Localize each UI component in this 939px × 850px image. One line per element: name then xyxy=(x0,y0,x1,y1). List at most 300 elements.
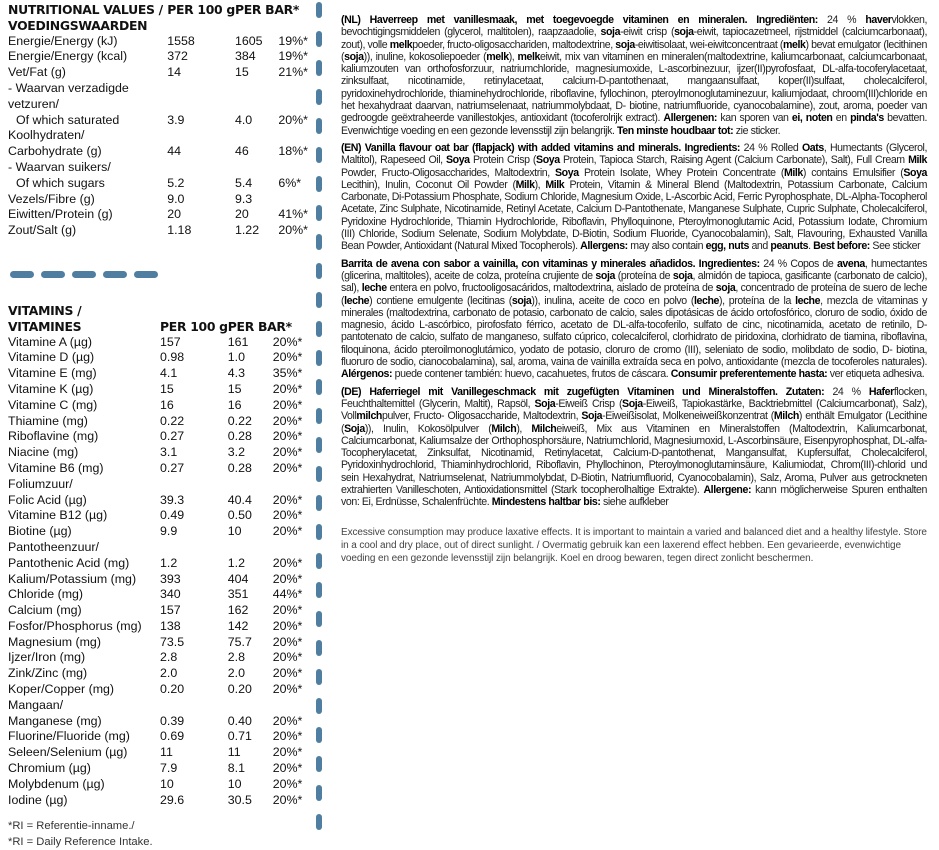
ingredient-text: Lecithin), Inulin, Coconut Oil Powder ( xyxy=(341,178,516,191)
table-row xyxy=(8,429,302,445)
ingredient-text: 24 % Copos de xyxy=(759,257,837,270)
ingredient-text: -eiwitisolaat, wei-eiwitconcentraat ( xyxy=(634,38,783,51)
ingredient-emphasis: ei, noten xyxy=(791,112,833,125)
divider-dash xyxy=(316,60,322,76)
separator-dash xyxy=(134,271,158,278)
row-perbar: 351 xyxy=(227,587,249,602)
row-perbar: 0.28 xyxy=(227,460,252,475)
row-ri: 44%* xyxy=(272,587,303,602)
table-row xyxy=(8,729,302,745)
ingredient-text: 24 % xyxy=(817,14,866,26)
ingredient-emphasis: Allergenen: xyxy=(663,112,717,125)
row-perbar: 1.2 xyxy=(227,555,245,570)
ingredients-es xyxy=(341,258,927,381)
row-perbar: 11 xyxy=(227,745,241,760)
row-perbar: 10 xyxy=(227,776,242,791)
row-per100: 14 xyxy=(167,65,182,80)
table-row xyxy=(8,207,308,223)
ingredient-emphasis: Milk xyxy=(545,178,565,191)
row-label: Manganese (mg) xyxy=(8,713,102,728)
row-perbar: 16 xyxy=(227,397,242,412)
row-ri: 20%* xyxy=(272,682,303,697)
ingredient-emphasis: Soya xyxy=(555,166,579,179)
row-per100: 3.9 xyxy=(167,112,185,127)
ingredient-text: )), Inulin, Kokosölpulver ( xyxy=(364,422,492,435)
row-per100: 29.6 xyxy=(160,792,185,807)
divider-dash xyxy=(316,524,322,540)
row-perbar xyxy=(228,477,273,493)
row-perbar xyxy=(235,97,278,113)
ingredient-emphasis: haver xyxy=(865,14,892,26)
row-per100: 0.98 xyxy=(160,350,185,365)
divider-dash xyxy=(316,234,322,250)
row-per100: 44 xyxy=(167,144,182,159)
row-perbar: 3.2 xyxy=(227,445,245,460)
ingredient-emphasis: Milch xyxy=(773,410,799,423)
ingredient-emphasis: soja xyxy=(600,26,621,39)
row-perbar: 0.22 xyxy=(227,413,252,428)
ingredient-emphasis: Ten minste houdbaar tot: xyxy=(617,124,734,137)
ingredient-text: , almidón de tapioca, gasificante (carbonato de calcio), sal), xyxy=(341,269,927,295)
ingredient-text: -Eiweiß Crisp ( xyxy=(555,397,623,410)
ingredient-emphasis: melk xyxy=(783,38,806,51)
row-ri: 20%* xyxy=(272,729,303,744)
row-label: Vitamine D (µg) xyxy=(8,350,95,365)
ingredient-text: zie sticker. xyxy=(733,124,781,137)
row-ri: 19%* xyxy=(278,33,308,48)
row-ri: 20%* xyxy=(272,508,303,523)
vitamins-header-row xyxy=(8,303,302,335)
row-perbar: 0.20 xyxy=(227,682,252,697)
divider-dash xyxy=(316,495,322,511)
row-perbar: 5.4 xyxy=(234,175,253,190)
row-ri: 20%* xyxy=(272,603,303,618)
row-per100: 0.20 xyxy=(160,682,185,697)
row-per100: 16 xyxy=(160,397,174,412)
row-ri: 19%* xyxy=(278,49,308,64)
ingredient-text: ) contiene emulgente (lecitinas ( xyxy=(369,294,512,307)
row-label: Eiwitten/Protein (g) xyxy=(8,207,113,222)
row-perbar: 75.7 xyxy=(227,634,252,649)
table-row xyxy=(8,335,302,351)
vit-col-per100-header: PER 100 g xyxy=(160,318,228,334)
table-row xyxy=(8,793,302,809)
table-row xyxy=(8,650,302,666)
divider-dash xyxy=(316,89,322,105)
table-row xyxy=(8,493,302,509)
row-per100: 20 xyxy=(167,207,182,222)
row-ri: 20%* xyxy=(272,445,303,460)
table-row xyxy=(8,540,302,556)
ingredient-emphasis: Soja xyxy=(344,422,365,435)
ingredient-text: vlokken, bevochtigingsmiddelen (glycerol, maltitolen), raapzaadolie, xyxy=(341,14,928,39)
table-row xyxy=(8,176,308,192)
ingredient-emphasis: (EN) Vanilla flavour oat bar (flapjack) with added vitamins and minerals. Ingredients: xyxy=(341,141,741,154)
row-perbar xyxy=(228,698,273,714)
row-label: Riboflavine (mg) xyxy=(8,429,99,444)
table-row xyxy=(8,414,302,430)
row-per100: 0.27 xyxy=(160,429,185,444)
row-label: Energie/Energy (kJ) xyxy=(8,33,118,48)
ingredient-emphasis: peanuts xyxy=(770,240,809,253)
ingredient-text: Powder, Fructo-Oligosaccharides, Maltodextrin, xyxy=(341,166,556,179)
row-label: Pantothenic Acid (mg) xyxy=(8,555,130,570)
table-row xyxy=(8,49,308,65)
row-label: Vet/Fat (g) xyxy=(8,65,66,80)
row-per100 xyxy=(167,97,235,113)
row-per100 xyxy=(160,698,228,714)
ingredient-text: Protein Crisp ( xyxy=(469,154,537,167)
row-label: Iodine (µg) xyxy=(8,792,68,807)
divider-dash xyxy=(316,785,322,801)
row-per100: 393 xyxy=(160,571,181,586)
table-row xyxy=(8,666,302,682)
table-row xyxy=(8,477,302,493)
row-label: Thiamine (mg) xyxy=(8,413,88,428)
row-ri: 20%* xyxy=(272,397,303,412)
row-ri: 20%* xyxy=(272,618,303,633)
row-label: Magnesium (mg) xyxy=(8,634,101,649)
row-ri xyxy=(278,160,308,176)
row-label: Ijzer/Iron (mg) xyxy=(8,650,86,665)
divider-dash xyxy=(316,263,322,279)
ingredient-text: -Eiweißisolat, Molkeneiweißkonzentrat ( xyxy=(602,410,774,423)
table-row xyxy=(8,223,308,239)
row-perbar xyxy=(235,160,278,176)
row-ri xyxy=(278,192,308,208)
row-label: Mangaan/ xyxy=(8,697,64,712)
ingredient-text: pulver, Fructo- Oligosaccharide, Maltodextrin, xyxy=(381,410,582,423)
table-row xyxy=(8,81,308,97)
ingredient-text: puede contener también: huevo, cacahuetes, frutos de cáscara. xyxy=(392,368,671,381)
nutrition-header-row xyxy=(8,2,308,34)
ingredient-text: , Humectants (Glycerol, Maltitol), Rapeseed Oil, xyxy=(341,141,927,167)
ingredient-text: siehe aufkleber xyxy=(600,496,669,509)
row-ri: 20%* xyxy=(272,666,303,681)
row-per100: 39.3 xyxy=(160,492,185,507)
row-perbar: 0.71 xyxy=(227,729,252,744)
row-per100 xyxy=(160,477,228,493)
row-ri: 41%* xyxy=(278,207,308,222)
row-label: Fluorine/Fluoride (mg) xyxy=(8,729,130,744)
divider-dash xyxy=(316,582,322,598)
divider-dash xyxy=(316,756,322,772)
row-ri: 20%* xyxy=(272,761,303,776)
row-perbar: 15 xyxy=(234,65,249,80)
row-ri: 20%* xyxy=(272,350,303,365)
row-per100: 0.69 xyxy=(160,729,185,744)
ingredient-emphasis: Soja xyxy=(622,397,643,410)
row-perbar: 8.1 xyxy=(227,761,245,776)
row-label: Fosfor/Phosphorus (mg) xyxy=(8,618,142,633)
ingredient-text: ), xyxy=(516,422,532,435)
table-row xyxy=(8,761,302,777)
ingredient-text: and xyxy=(748,240,771,253)
divider-dash xyxy=(316,321,322,337)
row-label: Vitamine B12 (µg) xyxy=(8,508,108,523)
table-row xyxy=(8,97,308,113)
table-row xyxy=(8,619,302,635)
ingredient-emphasis: soja xyxy=(674,26,694,39)
row-ri: 6%* xyxy=(278,175,302,190)
row-perbar: 1605 xyxy=(234,33,263,48)
table-row xyxy=(8,34,308,50)
nutrition-rows xyxy=(8,34,308,239)
divider-dash xyxy=(316,2,322,18)
ingredient-text: , concentrado de proteína de suero de leche ( xyxy=(341,282,927,307)
ingredient-emphasis: soja xyxy=(595,269,615,282)
ingredient-emphasis: Soja xyxy=(534,397,556,410)
separator-dash xyxy=(41,271,65,278)
ingredient-emphasis: soja xyxy=(715,282,736,295)
row-perbar: 15 xyxy=(227,381,242,396)
table-row xyxy=(8,445,302,461)
ingredient-emphasis: (DE) Haferriegel mit Vanillegeschmack mit zugefügten Vitaminen und Mineralstoffen. Zutaten: xyxy=(341,385,825,398)
ingredient-emphasis: Soja xyxy=(581,410,603,423)
vitamins-title-line2: VITAMINES xyxy=(8,318,82,334)
table-row xyxy=(8,587,302,603)
ingredient-text: may also contain xyxy=(627,240,706,253)
table-row xyxy=(8,160,308,176)
ingredient-text: 24 % Rolled xyxy=(740,141,802,154)
row-per100 xyxy=(160,540,228,556)
ingredients-panel xyxy=(341,14,927,575)
row-ri: 20%* xyxy=(272,792,303,807)
ingredient-text: ver etiqueta adhesiva. xyxy=(827,368,925,381)
ingredient-emphasis: egg, nuts xyxy=(705,240,749,253)
table-row xyxy=(8,144,308,160)
table-row xyxy=(8,508,302,524)
ingredient-emphasis: Allergens: xyxy=(580,240,628,253)
row-per100: 2.0 xyxy=(160,666,178,681)
divider-dash xyxy=(316,814,322,830)
row-perbar: 0.40 xyxy=(227,713,252,728)
row-perbar: 404 xyxy=(227,571,249,586)
nutrition-title-line1: NUTRITIONAL VALUES / xyxy=(8,2,163,17)
row-perbar: 162 xyxy=(227,603,249,618)
divider-dash xyxy=(316,553,322,569)
divider-dash xyxy=(316,727,322,743)
ingredient-text: -eiwit, tapiocazetmeel, rijstmiddel (calciumcarbonaat), zout), volle xyxy=(341,26,927,51)
divider-dash xyxy=(316,31,322,47)
row-ri: 20%* xyxy=(272,713,303,728)
ingredient-text: 24 % xyxy=(824,385,869,398)
row-per100: 4.1 xyxy=(160,366,178,381)
row-perbar: 30.5 xyxy=(227,792,252,807)
row-perbar xyxy=(228,540,273,556)
divider-dash xyxy=(316,466,322,482)
ingredient-text: kann möglicherweise Spuren enthalten von: Ei, Erdnüsse, Schalenfrüchte. xyxy=(341,483,927,509)
row-label: vetzuren/ xyxy=(8,96,59,111)
row-perbar xyxy=(235,128,278,144)
row-ri xyxy=(273,540,303,556)
row-ri xyxy=(273,477,303,493)
row-perbar: 2.0 xyxy=(227,666,245,681)
row-perbar: 4.0 xyxy=(234,112,253,127)
row-ri: 21%* xyxy=(278,65,308,80)
row-per100: 0.49 xyxy=(160,508,185,523)
row-per100: 1.18 xyxy=(167,223,192,238)
ingredient-emphasis: Milch xyxy=(491,422,517,435)
ingredient-text: bevatten. Evenwichtige voeding en een gezonde levensstijl zijn belangrijk. xyxy=(341,112,927,137)
ingredient-text: ) bevat emulgator (lecithinen ( xyxy=(341,38,927,63)
row-per100: 7.9 xyxy=(160,761,178,776)
row-perbar: 4.3 xyxy=(227,366,245,381)
row-label: Niacine (mg) xyxy=(8,445,79,460)
ingredients-en xyxy=(341,142,927,253)
ingredient-emphasis: Consumir preferentemente hasta: xyxy=(670,368,828,381)
row-ri: 20%* xyxy=(272,413,303,428)
row-ri: 20%* xyxy=(278,223,308,238)
ingredient-emphasis: Hafer xyxy=(868,385,894,398)
table-row xyxy=(8,350,302,366)
ingredient-emphasis: Milch xyxy=(531,422,557,435)
row-perbar: 10 xyxy=(227,524,242,539)
row-label: Koolhydraten/ xyxy=(8,128,85,143)
ingredient-emphasis: Best before: xyxy=(813,240,870,253)
vitamins-rows xyxy=(8,335,302,809)
row-perbar: 142 xyxy=(227,618,249,633)
separator-dash xyxy=(10,271,34,278)
ingredient-text: ), xyxy=(534,178,546,191)
row-per100: 1558 xyxy=(167,33,195,48)
divider-dash xyxy=(316,640,322,656)
table-row xyxy=(8,635,302,651)
ingredient-text: Protein, Tapioca Starch, Raising Agent (Calcium Carbonate), Salt), Full Cream xyxy=(559,154,909,167)
table-row xyxy=(8,556,302,572)
ingredient-emphasis: pinda's xyxy=(850,112,884,125)
row-label: - Waarvan suikers/ xyxy=(8,159,111,174)
row-per100: 0.27 xyxy=(160,460,185,475)
table-row xyxy=(8,192,308,208)
table-row xyxy=(8,603,302,619)
row-ri: 18%* xyxy=(278,144,308,159)
row-per100: 73.5 xyxy=(160,634,185,649)
table-row xyxy=(8,745,302,761)
row-label: Of which saturated xyxy=(16,112,120,127)
table-row xyxy=(8,128,308,144)
ingredient-text: eiwit, mix van vitaminen en mineralen(maltodextrine, kaliumcarbonaat, calciumcarbonaat, kaliumzouten van orthofosforzuur, natriumchloride, magnesiumoxide, L-ascorbinezuur, ijzer(II)pyrofosfaat, DL-alfa-tocoferylacetaat, zinksulfaat, nicotinamide, retinylacetaat, calcium-D-pantothenaat, mangaansulfaat, koper(II)sulfaat, cholecalciferol, pyridoxinehydrochloride, thiaminehydrochloride, riboflavine, fyllochinon, pteroylmonoglutaminezuur, kaliumjodaat, chroom(III)chloride en het hexahydraat daarvan, natriumselenaat, natriummolybdaat, D- biotine, natriumfluoride, cyanocobalamine), zout, aroma, poeder van gedroogde geëxtraheerde vanillestokjes, antioxidant (tocoferolrijk extract). xyxy=(341,50,928,125)
row-per100 xyxy=(167,81,235,97)
ingredient-emphasis: (NL) Haverreep met vanillesmaak, met toegevoegde vitaminen en mineralen. Ingrediënten: xyxy=(341,14,818,26)
ingredient-emphasis: soja xyxy=(672,269,693,282)
row-ri: 20%* xyxy=(272,381,303,396)
col-perbar-header: PER BAR* xyxy=(234,2,300,17)
row-label: Energie/Energy (kcal) xyxy=(8,49,128,64)
separator-dash xyxy=(72,271,96,278)
ingredient-emphasis: Soya xyxy=(446,154,470,167)
row-per100: 15 xyxy=(160,381,174,396)
row-label: Of which sugars xyxy=(16,175,105,190)
row-per100: 10 xyxy=(160,776,174,791)
table-row xyxy=(8,113,308,129)
row-perbar: 20 xyxy=(234,207,249,222)
ingredient-text: ) enthält Emulgator (Lecithine ( xyxy=(341,410,927,435)
divider-dash xyxy=(316,205,322,221)
row-per100: 11 xyxy=(160,745,173,760)
row-per100: 1.2 xyxy=(160,555,178,570)
ingredient-text: Protein, Vitamin & Mineral Blend (Maltodextrin, Potassium Carbonate, Calcium Carbonate, Di-Potassium Phosphate, Sodium Chloride, Magnesium Oxide, L-Ascorbic Acid, Ferric Pyrophosphate, DL-Alpha-Tocopherol Acetate, Zinc Sulphate, Nicotinamide, Retinyl Acetate, Calcium D-Pantothenate, Manganese Sulphate, Cupric Sulphate, Cholecalciferol, Pyridoxine Hydrochloride, Thiamin Hydrochloride, Riboflavin, Phylloquinone, Pteroylmonoglutamic Acid, Potassium Iodate, Chromium (III) Chloride, Sodium Selenate, Sodium Molybdate, D-Biotin, Sodium Fluoride, Cyanocobalamin), Salt, Flavouring, Exhausted Vanilla Bean Powder, Antioxidant (Natural Mixed Tocopherols). xyxy=(341,178,928,253)
ingredient-emphasis: Alérgenos: xyxy=(341,368,393,381)
row-per100: 157 xyxy=(160,334,181,349)
row-ri: 20%* xyxy=(272,334,303,349)
row-ri xyxy=(278,128,308,144)
ingredient-emphasis: avena xyxy=(836,257,865,270)
vit-col-perbar-header: PER BAR* xyxy=(227,318,292,334)
row-label: Calcium (mg) xyxy=(8,603,82,618)
row-label: Vitamine K (µg) xyxy=(8,381,94,396)
divider-dash xyxy=(316,176,322,192)
ingredient-emphasis: melk xyxy=(486,50,509,63)
row-perbar: 1.22 xyxy=(234,223,260,238)
row-label: Vezels/Fibre (g) xyxy=(8,191,95,206)
divider-dash xyxy=(316,611,322,627)
ingredient-emphasis: leche xyxy=(361,282,387,295)
ingredient-text: eiweiß, Mix aus Vitaminen en Mineralstoffen (Maltodextrin, Kaliumcarbonat, Calciumcarbonat, Kaliumsalze der Orthophosphorsäure, Natriumchlorid, Magnesiumoxid, L-Ascorbinsäure, Eisenpyrophosphat, DL-alfa-Tocopherylacetat, Zinksulfat, Nicotinamid, Retinylacetat, Calcium-D-pantothenat, Mangansulfat, Kupfersulfat, Cholecalciferol, Pyridoxinhydrochlorid, Thiaminhydrochlorid, Riboflavin, Phyllochinon, Pteroylmonoglutaminsäure, Kaliumiodat, Chrom(III)-chlorid und sein Hexahydrat, Natriumselenat, Natriummolybdat, D-Biotin, Natriumfluorid, Cyanocobalamin), Salz, Aroma, Pulver aus getrockneten extrahierten Vanilleschoten, Antioxidationsmittel (Stark tocopherolhaltige Extrakte). xyxy=(341,422,928,496)
row-label: Vitamine C (mg) xyxy=(8,397,98,412)
ingredient-text: ) contains Emulsifier ( xyxy=(802,166,904,179)
vitamins-table xyxy=(8,303,302,809)
footnotes xyxy=(8,818,308,850)
ingredient-emphasis: Oats xyxy=(801,141,824,154)
row-label: Folic Acid (µg) xyxy=(8,492,87,507)
row-ri: 20%* xyxy=(272,492,303,507)
separator-dash xyxy=(103,271,127,278)
row-per100: 3.1 xyxy=(160,445,178,460)
col-per100-header: PER 100 g xyxy=(167,2,235,17)
ingredient-emphasis: Soya xyxy=(903,166,928,179)
ingredient-text: poeder, fructo-oligosacchariden, maltodextrine, xyxy=(412,38,616,51)
nutrition-table xyxy=(8,2,308,239)
divider-dash xyxy=(316,118,322,134)
row-per100: 5.2 xyxy=(167,175,185,190)
footnote-ri-en: *RI = Daily Reference Intake. xyxy=(8,836,153,849)
ingredient-text: -eiwit crisp ( xyxy=(620,26,675,39)
row-perbar: 40.4 xyxy=(227,492,252,507)
row-per100: 2.8 xyxy=(160,650,178,665)
ingredient-emphasis: Barrita de avena con sabor a vainilla, con vitaminas y minerales añadidos. Ingredientes: xyxy=(341,257,760,270)
section-separator xyxy=(10,271,308,278)
ingredient-emphasis: milch xyxy=(356,410,382,423)
ingredient-text: entera en polvo, fructooligosacáridos, maltodextrina, aislado de proteína de xyxy=(386,282,716,295)
row-ri: 20%* xyxy=(272,634,303,649)
row-per100: 9.9 xyxy=(160,524,178,539)
table-row xyxy=(8,777,302,793)
ingredient-text: , humectantes (glicerina, maltitoles), aceite de colza, proteína crujiente de xyxy=(341,257,928,282)
excess-consumption-note: Excessive consumption may produce laxative effects. It is important to maintain a varied and balanced diet and a healthy lifestyle. Store in a cool and dry place, out of direct sunlight. / Overmatig gebruik kan een laxerend effect hebben. Een gevarieerde, evenwichtige voeding en een gezonde levensstijl zijn belangrijk. Koel en droog bewaren, tegen direct zonlicht beschermen. xyxy=(341,526,927,564)
row-ri: 35%* xyxy=(272,366,303,381)
row-label: - Waarvan verzadigde xyxy=(8,80,129,95)
table-row xyxy=(8,572,302,588)
row-ri: 20%* xyxy=(272,460,303,475)
row-per100: 157 xyxy=(160,603,181,618)
divider-dash xyxy=(316,147,322,163)
row-label: Chloride (mg) xyxy=(8,587,84,602)
row-per100: 0.22 xyxy=(160,413,185,428)
row-per100: 340 xyxy=(160,587,181,602)
ingredient-text: ), proteína de la xyxy=(719,294,796,307)
row-per100: 372 xyxy=(167,49,188,64)
nutrition-panel xyxy=(8,0,308,850)
row-ri: 20%* xyxy=(278,112,308,127)
row-per100: 0.39 xyxy=(160,713,185,728)
ingredient-text: -Eiweiß, Tapiokastärke, Backtriebmittel (Calciumcarbonat), Salz), Voll xyxy=(341,397,927,423)
row-label: Foliumzuur/ xyxy=(8,476,73,491)
row-label: Vitamine B6 (mg) xyxy=(8,460,104,475)
ingredient-text: See sticker xyxy=(869,240,921,253)
row-ri: 20%* xyxy=(272,555,303,570)
row-label: Carbohydrate (g) xyxy=(8,144,102,159)
